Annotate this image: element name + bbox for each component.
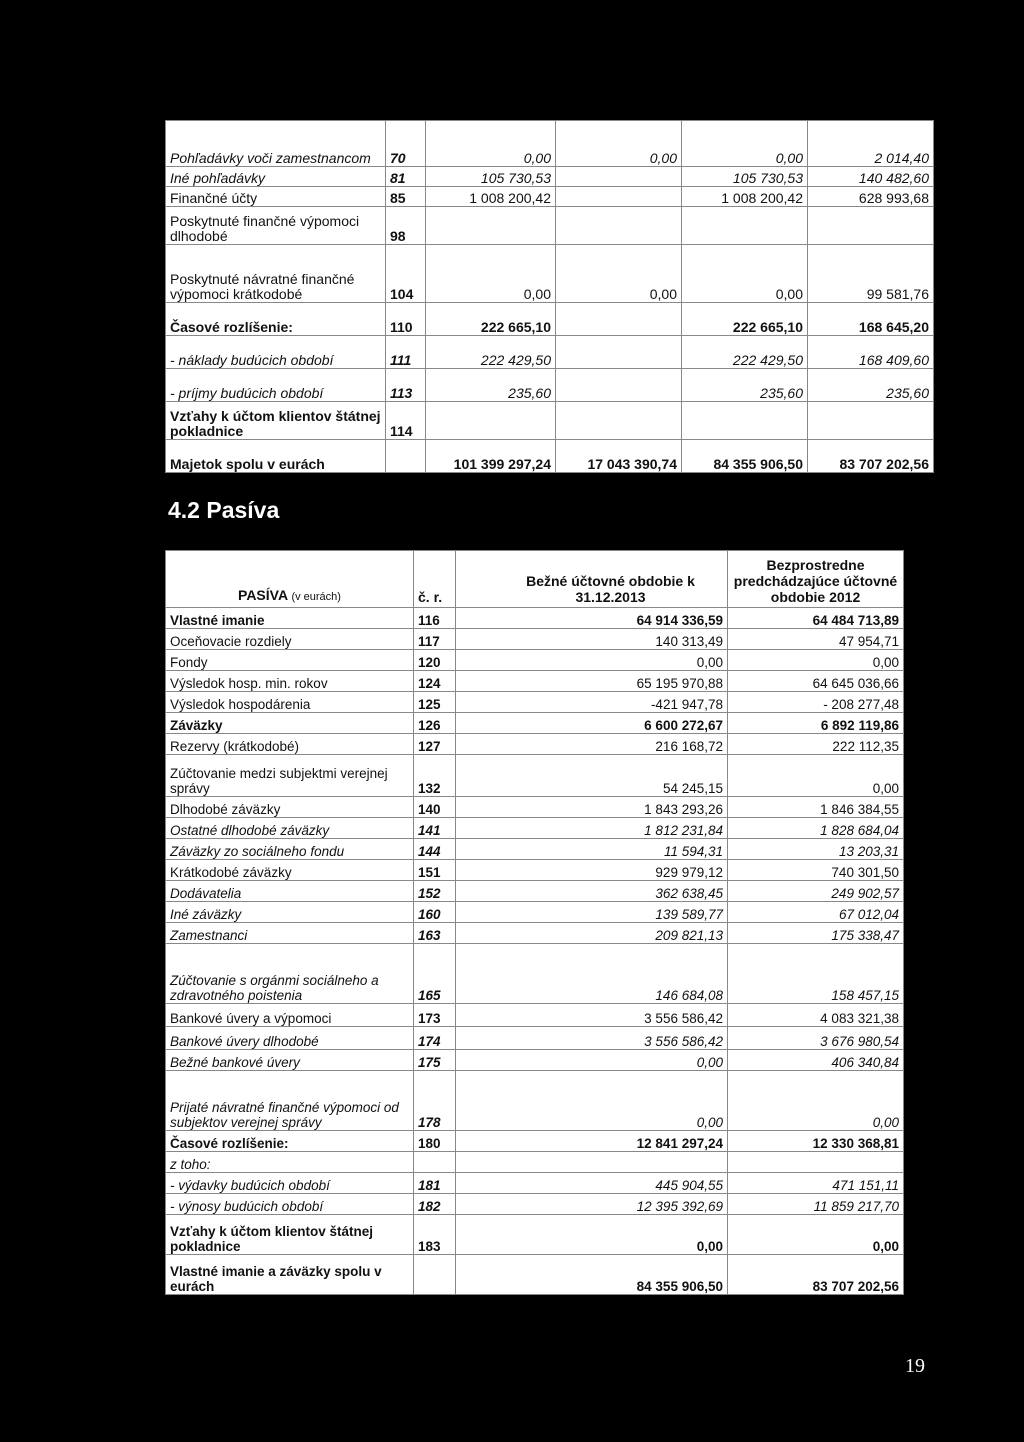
header-row-code: č. r. <box>414 551 456 608</box>
row-code: 182 <box>414 1194 456 1215</box>
liabilities-row <box>166 860 904 881</box>
value-previous: 64 484 713,89 <box>728 608 904 629</box>
value-gross: 105 730,53 <box>426 167 556 187</box>
value-net: 0,00 <box>682 121 808 167</box>
liabilities-row <box>166 881 904 902</box>
value-previous: 740 301,50 <box>728 860 904 881</box>
row-label: Rezervy (krátkodobé) <box>166 734 414 755</box>
row-code: 114 <box>386 402 426 440</box>
value-gross: 1 008 200,42 <box>426 187 556 207</box>
row-code: 141 <box>414 818 456 839</box>
value-previous: 83 707 202,56 <box>728 1255 904 1295</box>
liabilities-row <box>166 629 904 650</box>
value-previous: 13 203,31 <box>728 839 904 860</box>
liabilities-row <box>166 1173 904 1194</box>
value-gross <box>426 207 556 245</box>
header-pasiva: PASÍVA (v eurách) <box>166 551 414 608</box>
value-current: 64 914 336,59 <box>456 608 728 629</box>
row-code: 180 <box>414 1131 456 1152</box>
value-correction <box>556 369 682 402</box>
value-current: 362 638,45 <box>456 881 728 902</box>
liabilities-row <box>166 839 904 860</box>
row-label: Záväzky zo sociálneho fondu <box>166 839 414 860</box>
assets-row <box>166 369 934 402</box>
row-label: Fondy <box>166 650 414 671</box>
row-code: 178 <box>414 1071 456 1131</box>
liabilities-row <box>166 923 904 944</box>
liabilities-row <box>166 734 904 755</box>
value-previous: 47 954,71 <box>728 629 904 650</box>
assets-row <box>166 336 934 369</box>
value-gross <box>426 402 556 440</box>
row-label: Zúčtovanie medzi subjektmi verejnej správy <box>166 755 414 797</box>
liabilities-row <box>166 755 904 797</box>
row-label: Vzťahy k účtom klientov štátnej pokladnice <box>166 1215 414 1255</box>
value-current: 445 904,55 <box>456 1173 728 1194</box>
row-code: 85 <box>386 187 426 207</box>
value-current: 0,00 <box>456 1215 728 1255</box>
value-current: 146 684,08 <box>456 944 728 1004</box>
assets-table-body <box>166 121 934 473</box>
value-gross: 101 399 297,24 <box>426 440 556 473</box>
value-gross: 222 429,50 <box>426 336 556 369</box>
liabilities-row <box>166 650 904 671</box>
row-label: Dlhodobé záväzky <box>166 797 414 818</box>
row-label: Zúčtovanie s orgánmi sociálneho a zdravotného poistenia <box>166 944 414 1004</box>
value-previous: - 208 277,48 <box>728 692 904 713</box>
row-code <box>386 440 426 473</box>
liabilities-row <box>166 1255 904 1295</box>
value-current: -421 947,78 <box>456 692 728 713</box>
value-previous: 4 083 321,38 <box>728 1004 904 1027</box>
liabilities-row <box>166 1194 904 1215</box>
value-previous: 67 012,04 <box>728 902 904 923</box>
row-label: Iné záväzky <box>166 902 414 923</box>
value-current: 65 195 970,88 <box>456 671 728 692</box>
header-previous-period: Bezprostredne predchádzajúce účtovné obdobie 2012 <box>728 551 904 608</box>
row-code: 120 <box>414 650 456 671</box>
value-previous: 406 340,84 <box>728 1050 904 1071</box>
row-label: Vlastné imanie <box>166 608 414 629</box>
row-label: Prijaté návratné finančné výpomoci od subjektov verejnej správy <box>166 1071 414 1131</box>
value-correction <box>556 207 682 245</box>
value-current: 0,00 <box>456 1071 728 1131</box>
value-previous: 222 112,35 <box>728 734 904 755</box>
value-previous: 471 151,11 <box>728 1173 904 1194</box>
row-code: 81 <box>386 167 426 187</box>
value-correction <box>556 336 682 369</box>
assets-row <box>166 440 934 473</box>
value-current: 1 812 231,84 <box>456 818 728 839</box>
value-previous: 64 645 036,66 <box>728 671 904 692</box>
row-code: 160 <box>414 902 456 923</box>
row-code: 127 <box>414 734 456 755</box>
row-label: Finančné účty <box>166 187 386 207</box>
row-label: Poskytnuté návratné finančné výpomoci krátkodobé <box>166 245 386 303</box>
row-label: Iné pohľadávky <box>166 167 386 187</box>
row-label: Poskytnuté finančné výpomoci dlhodobé <box>166 207 386 245</box>
row-code: 144 <box>414 839 456 860</box>
value-previous: 0,00 <box>728 1215 904 1255</box>
value-net: 1 008 200,42 <box>682 187 808 207</box>
value-previous: 0,00 <box>728 650 904 671</box>
liabilities-row <box>166 818 904 839</box>
row-code: 152 <box>414 881 456 902</box>
row-code: 140 <box>414 797 456 818</box>
liabilities-row <box>166 713 904 734</box>
liabilities-header-row <box>166 551 904 608</box>
value-current: 1 843 293,26 <box>456 797 728 818</box>
value-net: 84 355 906,50 <box>682 440 808 473</box>
value-current: 12 841 297,24 <box>456 1131 728 1152</box>
row-label: Zamestnanci <box>166 923 414 944</box>
value-current: 929 979,12 <box>456 860 728 881</box>
liabilities-row <box>166 1004 904 1027</box>
value-previous: 0,00 <box>728 755 904 797</box>
row-code: 104 <box>386 245 426 303</box>
row-label: Bežné bankové úvery <box>166 1050 414 1071</box>
row-code: 163 <box>414 923 456 944</box>
row-label: Bankové úvery a výpomoci <box>166 1004 414 1027</box>
row-label: - príjmy budúcich období <box>166 369 386 402</box>
assets-row <box>166 187 934 207</box>
row-code: 173 <box>414 1004 456 1027</box>
value-current: 12 395 392,69 <box>456 1194 728 1215</box>
value-previous: 0,00 <box>728 1071 904 1131</box>
value-correction <box>556 187 682 207</box>
liabilities-row <box>166 1152 904 1173</box>
value-previous: 11 859 217,70 <box>728 1194 904 1215</box>
value-previous: 83 707 202,56 <box>808 440 934 473</box>
row-label: - náklady budúcich období <box>166 336 386 369</box>
value-correction <box>556 167 682 187</box>
row-label: - výnosy budúcich období <box>166 1194 414 1215</box>
row-code: 125 <box>414 692 456 713</box>
value-previous: 2 014,40 <box>808 121 934 167</box>
assets-row <box>166 167 934 187</box>
value-previous: 140 482,60 <box>808 167 934 187</box>
value-correction: 17 043 390,74 <box>556 440 682 473</box>
value-current: 139 589,77 <box>456 902 728 923</box>
row-code <box>414 1152 456 1173</box>
value-correction: 0,00 <box>556 245 682 303</box>
row-label: Bankové úvery dlhodobé <box>166 1027 414 1050</box>
liabilities-row <box>166 797 904 818</box>
value-current: 216 168,72 <box>456 734 728 755</box>
row-code: 174 <box>414 1027 456 1050</box>
liabilities-row <box>166 671 904 692</box>
liabilities-row <box>166 692 904 713</box>
row-label: Ostatné dlhodobé záväzky <box>166 818 414 839</box>
value-previous: 158 457,15 <box>728 944 904 1004</box>
page-number: 19 <box>905 1355 925 1377</box>
value-previous: 99 581,76 <box>808 245 934 303</box>
value-current: 0,00 <box>456 650 728 671</box>
value-current: 6 600 272,67 <box>456 713 728 734</box>
row-code: 111 <box>386 336 426 369</box>
value-current: 140 313,49 <box>456 629 728 650</box>
value-net: 222 429,50 <box>682 336 808 369</box>
liabilities-row <box>166 1131 904 1152</box>
row-label: Krátkodobé záväzky <box>166 860 414 881</box>
value-correction: 0,00 <box>556 121 682 167</box>
row-code: 98 <box>386 207 426 245</box>
row-label: Dodávatelia <box>166 881 414 902</box>
row-code: 113 <box>386 369 426 402</box>
value-correction <box>556 303 682 336</box>
row-code: 110 <box>386 303 426 336</box>
row-label: Časové rozlíšenie: <box>166 1131 414 1152</box>
value-gross: 0,00 <box>426 245 556 303</box>
assets-row <box>166 207 934 245</box>
row-label: Majetok spolu v eurách <box>166 440 386 473</box>
value-previous: 235,60 <box>808 369 934 402</box>
row-label: Oceňovacie rozdiely <box>166 629 414 650</box>
value-correction <box>556 402 682 440</box>
assets-row <box>166 245 934 303</box>
value-gross: 0,00 <box>426 121 556 167</box>
row-label: Vzťahy k účtom klientov štátnej pokladnice <box>166 402 386 440</box>
value-previous: 6 892 119,86 <box>728 713 904 734</box>
value-previous <box>808 207 934 245</box>
liabilities-row <box>166 608 904 629</box>
liabilities-row <box>166 902 904 923</box>
liabilities-row <box>166 1050 904 1071</box>
assets-row <box>166 121 934 167</box>
value-previous: 168 645,20 <box>808 303 934 336</box>
value-previous: 3 676 980,54 <box>728 1027 904 1050</box>
value-current: 3 556 586,42 <box>456 1027 728 1050</box>
section-title: 4.2 Pasíva <box>168 497 280 523</box>
value-previous: 1 828 684,04 <box>728 818 904 839</box>
liabilities-table <box>165 550 904 1295</box>
row-label: Časové rozlíšenie: <box>166 303 386 336</box>
row-code: 70 <box>386 121 426 167</box>
value-previous: 12 330 368,81 <box>728 1131 904 1152</box>
row-code: 181 <box>414 1173 456 1194</box>
value-previous: 249 902,57 <box>728 881 904 902</box>
value-previous: 628 993,68 <box>808 187 934 207</box>
row-label: z toho: <box>166 1152 414 1173</box>
value-previous <box>808 402 934 440</box>
row-code: 132 <box>414 755 456 797</box>
assets-row <box>166 402 934 440</box>
value-net: 235,60 <box>682 369 808 402</box>
value-current: 11 594,31 <box>456 839 728 860</box>
value-previous: 168 409,60 <box>808 336 934 369</box>
row-code <box>414 1255 456 1295</box>
value-current: 0,00 <box>456 1050 728 1071</box>
row-code: 116 <box>414 608 456 629</box>
value-current: 54 245,15 <box>456 755 728 797</box>
row-code: 126 <box>414 713 456 734</box>
row-code: 183 <box>414 1215 456 1255</box>
value-net: 222 665,10 <box>682 303 808 336</box>
liabilities-row <box>166 1027 904 1050</box>
value-net: 105 730,53 <box>682 167 808 187</box>
row-label: - výdavky budúcich období <box>166 1173 414 1194</box>
row-label: Pohľadávky voči zamestnancom <box>166 121 386 167</box>
value-current: 3 556 586,42 <box>456 1004 728 1027</box>
liabilities-row <box>166 1071 904 1131</box>
row-code: 165 <box>414 944 456 1004</box>
row-label: Výsledok hospodárenia <box>166 692 414 713</box>
row-label: Výsledok hosp. min. rokov <box>166 671 414 692</box>
liabilities-row <box>166 1215 904 1255</box>
value-gross: 235,60 <box>426 369 556 402</box>
liabilities-row <box>166 944 904 1004</box>
header-current-period: Bežné účtovné obdobie k 31.12.2013 <box>456 551 728 608</box>
row-label: Záväzky <box>166 713 414 734</box>
value-current <box>456 1152 728 1173</box>
row-code: 124 <box>414 671 456 692</box>
row-label: Vlastné imanie a záväzky spolu v eurách <box>166 1255 414 1295</box>
row-code: 117 <box>414 629 456 650</box>
value-previous <box>728 1152 904 1173</box>
row-code: 151 <box>414 860 456 881</box>
value-current: 84 355 906,50 <box>456 1255 728 1295</box>
value-net: 0,00 <box>682 245 808 303</box>
value-gross: 222 665,10 <box>426 303 556 336</box>
liabilities-table-body <box>166 608 904 1295</box>
value-net <box>682 402 808 440</box>
assets-table <box>165 120 934 473</box>
value-previous: 1 846 384,55 <box>728 797 904 818</box>
assets-row <box>166 303 934 336</box>
row-code: 175 <box>414 1050 456 1071</box>
value-current: 209 821,13 <box>456 923 728 944</box>
value-net <box>682 207 808 245</box>
value-previous: 175 338,47 <box>728 923 904 944</box>
